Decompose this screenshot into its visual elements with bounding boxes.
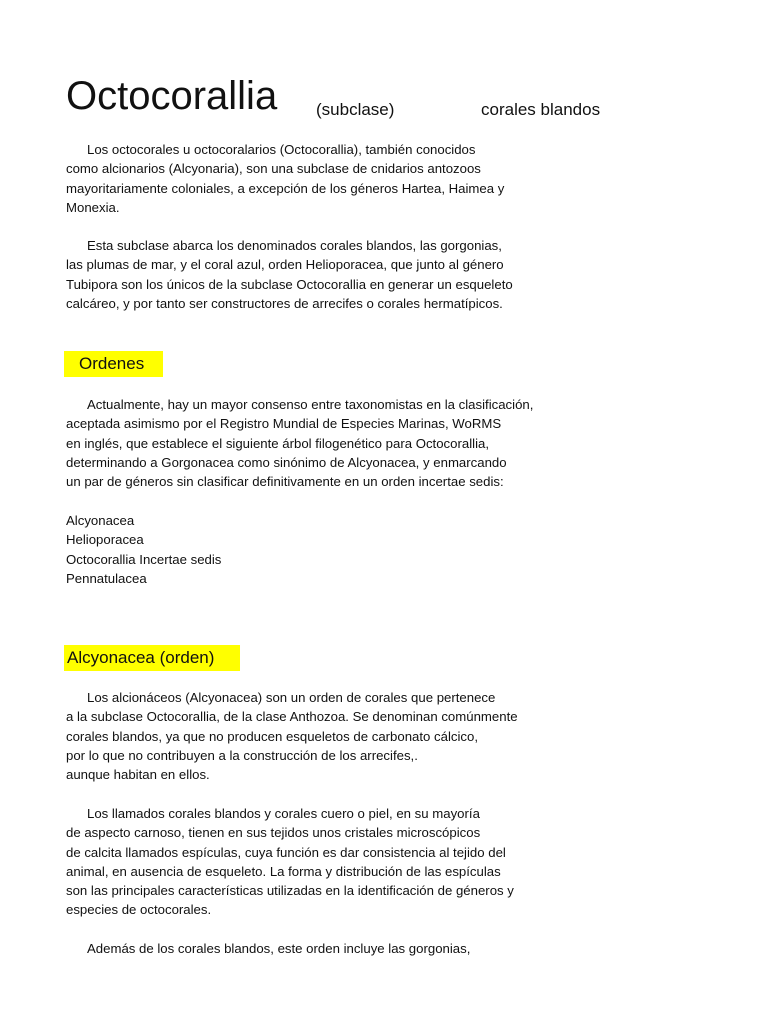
text-line: Los octocorales u octocoralarios (Octocorallia), también conocidos bbox=[87, 142, 476, 157]
text-line: calcáreo, y por tanto ser constructores de arrecifes o corales hermatípicos. bbox=[66, 295, 503, 311]
text-line: Los llamados corales blandos y corales cuero o piel, en su mayoría bbox=[87, 806, 480, 821]
list-item: Pennatulacea bbox=[66, 570, 147, 586]
text-line: mayoritariamente coloniales, a excepción de los géneros Hartea, Haimea y bbox=[66, 180, 505, 196]
intro-paragraph-1 bbox=[66, 140, 504, 217]
ordenes-paragraph bbox=[66, 395, 533, 491]
text-line: Tubipora son los únicos de la subclase Octocorallia en generar un esqueleto bbox=[66, 276, 513, 292]
text-line: de calcita llamados espículas, cuya función es dar consistencia al tejido del bbox=[66, 844, 506, 860]
section-heading-alcyonacea: Alcyonacea (orden) bbox=[64, 645, 240, 671]
orders-list bbox=[66, 511, 221, 588]
text-line: Además de los corales blandos, este orden incluye las gorgonias, bbox=[87, 941, 471, 956]
text-line: corales blandos, ya que no producen esqueletos de carbonato cálcico, bbox=[66, 728, 479, 744]
alcyonacea-paragraph-2 bbox=[66, 804, 514, 920]
text-line: de aspecto carnoso, tienen en sus tejidos unos cristales microscópicos bbox=[66, 825, 481, 841]
taxonomic-rank: (subclase) bbox=[316, 100, 395, 119]
text-line: son las principales características utilizadas en la identificación de géneros y bbox=[66, 883, 514, 899]
text-line: especies de octocorales. bbox=[66, 902, 212, 918]
list-item: Octocorallia Incertae sedis bbox=[66, 551, 222, 567]
text-line: Actualmente, hay un mayor consenso entre taxonomistas en la clasificación, bbox=[87, 397, 534, 412]
text-line: animal, en ausencia de esqueleto. La forma y distribución de las espículas bbox=[66, 863, 501, 879]
intro-paragraph-2 bbox=[66, 236, 513, 313]
page-title: Octocorallia bbox=[66, 74, 278, 118]
text-line: determinando a Gorgonacea como sinónimo de Alcyonacea, y enmarcando bbox=[66, 454, 507, 470]
text-line: las plumas de mar, y el coral azul, orden Helioporacea, que junto al género bbox=[66, 257, 504, 273]
alcyonacea-paragraph-1 bbox=[66, 688, 518, 784]
text-line: Los alcionáceos (Alcyonacea) son un orden de corales que pertenece bbox=[87, 690, 496, 705]
text-line: en inglés, que establece el siguiente árbol filogenético para Octocorallia, bbox=[66, 435, 489, 451]
common-name: corales blandos bbox=[481, 100, 601, 119]
text-line: por lo que no contribuyen a la construcción de los arrecifes,. bbox=[66, 747, 418, 763]
text-line: un par de géneros sin clasificar definitivamente en un orden incertae sedis: bbox=[66, 474, 504, 490]
text-line: aunque habitan en ellos. bbox=[66, 767, 210, 783]
list-item: Alcyonacea bbox=[66, 513, 135, 528]
alcyonacea-paragraph-3 bbox=[66, 939, 470, 958]
text-line: Esta subclase abarca los denominados corales blandos, las gorgonias, bbox=[87, 238, 502, 253]
text-line: aceptada asimismo por el Registro Mundial de Especies Marinas, WoRMS bbox=[66, 416, 502, 432]
text-line: a la subclase Octocorallia, de la clase Anthozoa. Se denominan comúnmente bbox=[66, 709, 518, 725]
list-item: Helioporacea bbox=[66, 532, 144, 548]
section-heading-ordenes: Ordenes bbox=[64, 351, 163, 377]
text-line: como alcionarios (Alcyonaria), son una subclase de cnidarios antozoos bbox=[66, 161, 481, 177]
text-line: Monexia. bbox=[66, 199, 120, 215]
